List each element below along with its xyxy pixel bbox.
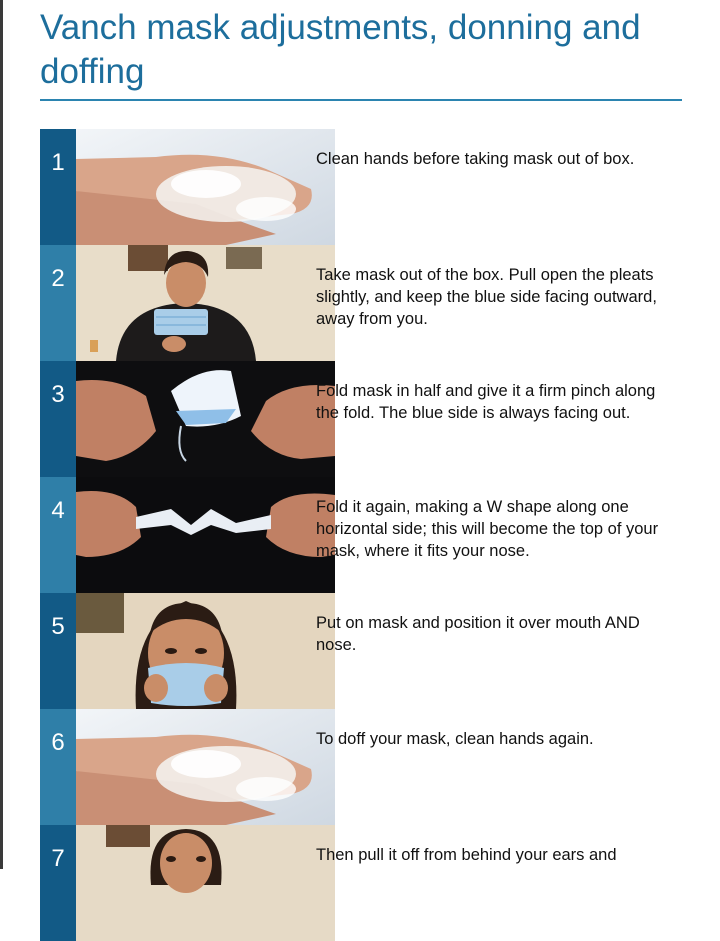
step-4 bbox=[40, 477, 690, 593]
step-number-tab bbox=[40, 245, 76, 361]
step-number: 2 bbox=[51, 265, 65, 292]
step-instruction: Put on mask and position it over mouth AND nose. bbox=[316, 614, 640, 654]
step-instruction: Then pull it off from behind your ears and bbox=[316, 846, 617, 864]
step-number-tab bbox=[40, 593, 76, 709]
removing-mask-photo bbox=[76, 825, 335, 941]
handwashing-photo bbox=[76, 709, 335, 825]
person-holding-mask-photo bbox=[76, 245, 335, 361]
step-number: 6 bbox=[51, 729, 65, 756]
step-number: 7 bbox=[51, 845, 65, 872]
step-number: 4 bbox=[51, 497, 65, 524]
step-instruction: Fold mask in half and give it a firm pinch along the fold. The blue side is always facing out. bbox=[316, 382, 656, 422]
step-instruction: Take mask out of the box. Pull open the pleats slightly, and keep the blue side facing outward, away from you. bbox=[316, 266, 657, 328]
handwashing-photo bbox=[76, 129, 335, 245]
step-number-tab bbox=[40, 709, 76, 825]
step-number-tab bbox=[40, 361, 76, 477]
step-number-tab bbox=[40, 129, 76, 245]
title-divider bbox=[40, 99, 682, 101]
step-number: 1 bbox=[51, 149, 65, 176]
page-title: Vanch mask adjustments, donning and doffing bbox=[40, 8, 641, 91]
folding-mask-photo bbox=[76, 361, 335, 477]
step-2 bbox=[40, 245, 690, 361]
step-number-tab bbox=[40, 825, 76, 941]
step-1 bbox=[40, 129, 690, 245]
step-7 bbox=[40, 825, 690, 941]
step-5 bbox=[40, 593, 690, 709]
wearing-mask-photo bbox=[76, 593, 335, 709]
step-instruction: To doff your mask, clean hands again. bbox=[316, 730, 594, 748]
step-number: 5 bbox=[51, 613, 65, 640]
step-number-tab bbox=[40, 477, 76, 593]
step-3 bbox=[40, 361, 690, 477]
step-instruction: Clean hands before taking mask out of box. bbox=[316, 150, 635, 168]
steps-list bbox=[40, 129, 690, 941]
w-fold-mask-photo bbox=[76, 477, 335, 593]
step-6 bbox=[40, 709, 690, 825]
step-number: 3 bbox=[51, 381, 65, 408]
page-left-border bbox=[0, 0, 3, 869]
step-instruction: Fold it again, making a W shape along one horizontal side; this will become the top of your mask, where it fits your nose. bbox=[316, 498, 659, 560]
